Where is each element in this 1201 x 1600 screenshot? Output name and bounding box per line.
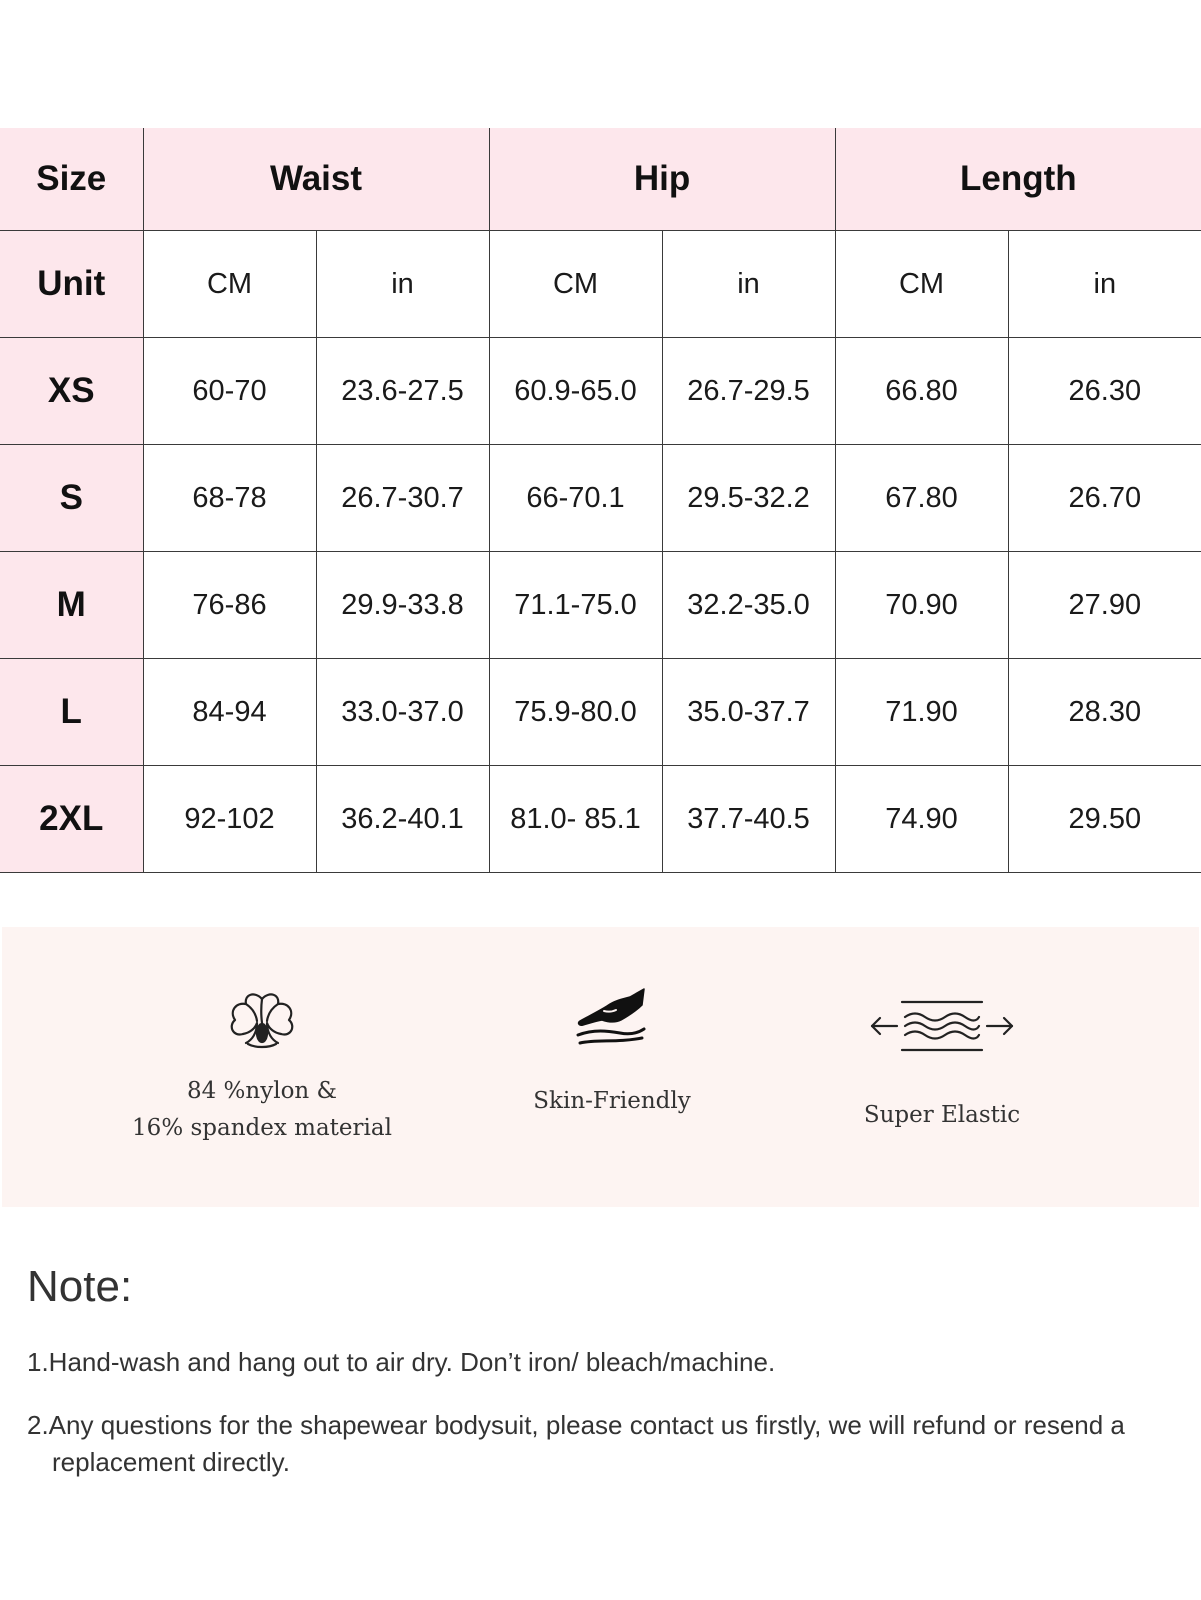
feature-elastic-text [772,1097,1112,1134]
table-cell: 60-70 [143,338,316,445]
feature-line: Super Elastic [863,1102,1021,1128]
table-cell: 71.1-75.0 [489,552,662,659]
feature-skin-friendly [442,927,782,1120]
unit-cell: in [1008,231,1201,338]
note-list [27,1344,1187,1507]
table-row [0,338,1201,445]
header-size: Size [0,128,143,231]
table-cell: 33.0-37.0 [316,659,489,766]
table-cell: 71.90 [835,659,1008,766]
unit-cell: CM [489,231,662,338]
stretch-icon [867,999,1017,1053]
table-cell: 84-94 [143,659,316,766]
table-cell: 37.7-40.5 [662,766,835,873]
size-label: L [0,659,143,766]
feature-skin-text [442,1083,782,1120]
table-cell: 32.2-35.0 [662,552,835,659]
unit-cell: CM [835,231,1008,338]
table-cell: 81.0- 85.1 [489,766,662,873]
feature-material [92,927,432,1147]
size-label: M [0,552,143,659]
table-cell: 29.5-32.2 [662,445,835,552]
table-cell: 26.7-30.7 [316,445,489,552]
table-cell: 26.70 [1008,445,1201,552]
table-cell: 29.9-33.8 [316,552,489,659]
feature-line: Skin-Friendly [533,1088,691,1114]
table-row [0,766,1201,873]
size-label: XS [0,338,143,445]
table-cell: 26.7-29.5 [662,338,835,445]
table-cell: 23.6-27.5 [316,338,489,445]
table-cell: 66.80 [835,338,1008,445]
table-cell: 74.90 [835,766,1008,873]
unit-row [0,231,1201,338]
header-waist: Waist [143,128,489,231]
unit-label: Unit [0,231,143,338]
table-cell: 27.90 [1008,552,1201,659]
table-cell: 60.9-65.0 [489,338,662,445]
feature-line: 84 %nylon & [186,1078,338,1104]
size-chart-table [0,128,1201,873]
feature-line: 16% spandex material [132,1115,392,1141]
header-hip: Hip [489,128,835,231]
size-label: S [0,445,143,552]
table-row [0,552,1201,659]
note-title: Note: [27,1262,133,1311]
header-row [0,128,1201,231]
unit-cell: in [662,231,835,338]
table-cell: 35.0-37.7 [662,659,835,766]
features-band [2,927,1199,1207]
table-cell: 70.90 [835,552,1008,659]
unit-cell: CM [143,231,316,338]
unit-cell: in [316,231,489,338]
table-cell: 92-102 [143,766,316,873]
note-item: 1.Hand-wash and hang out to air dry. Don’t iron/ bleach/machine. [27,1347,776,1377]
header-length: Length [835,128,1201,231]
table-cell: 66-70.1 [489,445,662,552]
table-cell: 75.9-80.0 [489,659,662,766]
table-cell: 76-86 [143,552,316,659]
feature-elastic [772,927,1112,1134]
table-cell: 29.50 [1008,766,1201,873]
cotton-icon [224,989,300,1053]
table-cell: 26.30 [1008,338,1201,445]
hand-icon [574,987,650,1049]
table-row [0,659,1201,766]
table-cell: 36.2-40.1 [316,766,489,873]
table-cell: 67.80 [835,445,1008,552]
size-label: 2XL [0,766,143,873]
table-cell: 68-78 [143,445,316,552]
feature-material-text [92,1073,432,1147]
note-item: 2.Any questions for the shapewear bodysuit, please contact us firstly, we will refund or resend a replacement directly. [27,1410,1125,1477]
table-row [0,445,1201,552]
table-cell: 28.30 [1008,659,1201,766]
